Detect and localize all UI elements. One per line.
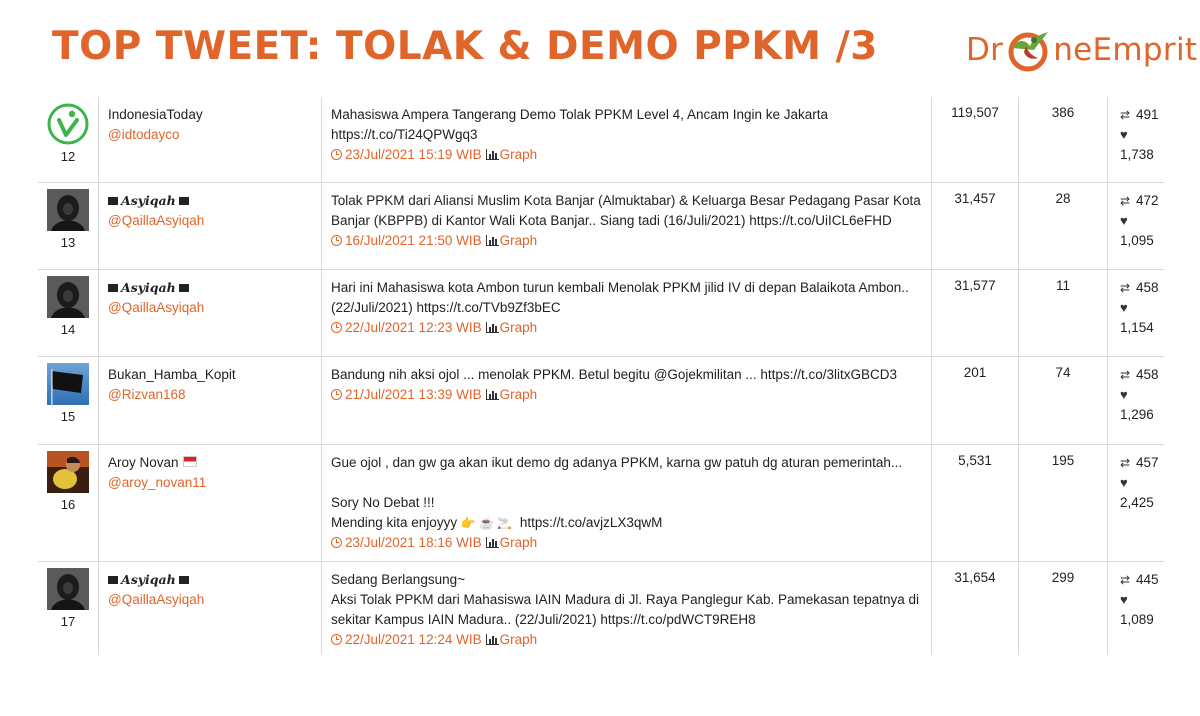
followers-count: 119,507 — [932, 97, 1019, 182]
tweet-cell — [322, 97, 932, 182]
avatar[interactable] — [47, 276, 89, 318]
table-row — [38, 182, 1164, 269]
retweet-count: 472 — [1136, 192, 1159, 208]
engagement-cell — [1108, 356, 1165, 444]
tweet-date-link[interactable]: 22/Jul/2021 12:23 WIB — [345, 319, 482, 335]
heart-icon: ♥ — [1120, 127, 1128, 142]
tweet-text-line: Sedang Berlangsung~ — [331, 571, 465, 587]
tweet-text-line: Mending kita enjoyyy — [331, 514, 458, 530]
graph-link[interactable]: Graph — [499, 386, 538, 402]
user-cell — [99, 97, 322, 182]
rank-number: 15 — [60, 408, 76, 424]
user-name: Asyiqah — [121, 571, 176, 587]
user-handle-link[interactable]: @aroy_novan11 — [108, 474, 207, 490]
tweet-text-line: Bandung nih aksi ojol ... menolak PPKM. Betul begitu @Gojekmilitan ... https://t.co/3litxGBCD3 — [331, 366, 897, 382]
black-flag-icon — [179, 576, 189, 584]
followers-count: 31,654 — [932, 561, 1019, 655]
table-row — [38, 356, 1164, 444]
tweet-date-link[interactable]: 23/Jul/2021 18:16 WIB — [345, 534, 482, 550]
top-tweet-table — [38, 97, 1164, 655]
retweet-icon: ⇄ — [1120, 280, 1131, 295]
secondary-count: 11 — [1019, 269, 1108, 356]
tweet-cell — [322, 356, 932, 444]
bar-chart-icon — [486, 537, 499, 548]
retweet-count: 458 — [1136, 279, 1159, 295]
tweet-meta — [331, 533, 923, 553]
engagement-cell — [1108, 561, 1165, 655]
graph-link[interactable]: Graph — [499, 631, 538, 647]
rank-number: 16 — [60, 496, 76, 512]
like-count: 1,154 — [1120, 319, 1154, 335]
tweet-text-line: (22/Juli/2021) https://t.co/TVb9Zf3bEC — [331, 299, 561, 315]
user-handle-link[interactable]: @QaillaAsyiqah — [108, 212, 205, 228]
user-name-wrap — [108, 570, 321, 590]
tweet-text-line: Gue ojol , dan gw ga akan ikut demo dg adanya PPKM, karna gw patuh dg aturan pemerintah... — [331, 454, 903, 470]
tweet-meta — [331, 145, 923, 165]
avatar[interactable] — [47, 568, 89, 610]
rank-number: 17 — [60, 613, 76, 629]
avatar-cell — [38, 356, 99, 444]
user-name: Asyiqah — [121, 192, 176, 208]
clock-icon — [331, 235, 342, 246]
like-count: 1,095 — [1120, 232, 1154, 248]
avatar[interactable] — [47, 451, 89, 493]
retweet-count: 445 — [1136, 571, 1159, 587]
bar-chart-icon — [486, 634, 499, 645]
emoji-group: 👉 ☕ 🚬 — [460, 515, 513, 530]
tweet-text-line: Tolak PPKM dari Aliansi Muslim Kota Banjar (Almuktabar) & Keluarga Besar Pedagang Pasar Kota — [331, 192, 921, 208]
user-cell — [99, 269, 322, 356]
retweet-count: 457 — [1136, 454, 1159, 470]
user-name-wrap — [108, 191, 321, 211]
retweet-count: 458 — [1136, 366, 1159, 382]
avatar[interactable] — [47, 103, 89, 145]
user-name: Aroy Novan — [108, 454, 179, 470]
avatar-cell — [38, 269, 99, 356]
followers-count: 31,457 — [932, 182, 1019, 269]
black-flag-icon — [108, 197, 118, 205]
tweet-meta — [331, 231, 923, 251]
user-cell — [99, 561, 322, 655]
black-flag-icon — [108, 576, 118, 584]
user-name-wrap — [108, 278, 321, 298]
bar-chart-icon — [486, 235, 499, 246]
heart-icon: ♥ — [1120, 299, 1128, 315]
drone-emprit-logo — [966, 22, 1198, 78]
followers-count: 5,531 — [932, 444, 1019, 561]
like-count: 1,738 — [1120, 147, 1154, 162]
tweet-blank-line — [331, 473, 923, 493]
tweet-cell — [322, 182, 932, 269]
user-cell — [99, 356, 322, 444]
clock-icon — [331, 634, 342, 645]
black-flag-icon — [179, 197, 189, 205]
user-name: IndonesiaToday — [108, 107, 203, 122]
user-handle-link[interactable]: @Rizvan168 — [108, 386, 186, 402]
bar-chart-icon — [486, 322, 499, 333]
user-handle-link[interactable]: @QaillaAsyiqah — [108, 591, 205, 607]
tweet-link[interactable]: https://t.co/avjzLX3qwM — [519, 514, 663, 530]
tweet-text-line: Mahasiswa Ampera Tangerang Demo Tolak PPKM Level 4, Ancam Ingin ke Jakarta — [331, 107, 829, 122]
tweet-text-line: Banjar (KBPPB) di Kantor Wali Kota Banjar.. Siang tadi (16/Juli/2021) https://t.co/UiICL6eFHD — [331, 212, 892, 228]
retweet-icon: ⇄ — [1120, 572, 1131, 587]
page-title: TOP TWEET: TOLAK & DEMO PPKM /3 — [52, 24, 878, 69]
tweet-meta — [331, 630, 923, 650]
user-name: Asyiqah — [121, 279, 176, 295]
engagement-cell — [1108, 444, 1165, 561]
avatar-cell — [38, 561, 99, 655]
engagement-cell — [1108, 97, 1165, 182]
bar-chart-icon — [486, 149, 499, 160]
avatar-cell — [38, 97, 99, 182]
logo-text-right: neEmprit — [1053, 32, 1198, 68]
graph-link[interactable]: Graph — [499, 534, 538, 550]
indonesia-flag-icon — [183, 456, 197, 467]
user-cell — [99, 444, 322, 561]
table-row — [38, 444, 1164, 561]
heart-icon: ♥ — [1120, 386, 1128, 402]
retweet-count: 491 — [1136, 107, 1159, 122]
clock-icon — [331, 322, 342, 333]
avatar-cell — [38, 444, 99, 561]
avatar[interactable] — [47, 363, 89, 405]
secondary-count: 74 — [1019, 356, 1108, 444]
avatar[interactable] — [47, 189, 89, 231]
heart-icon: ♥ — [1120, 474, 1128, 490]
table-row — [38, 561, 1164, 655]
like-count: 1,089 — [1120, 611, 1154, 627]
avatar-cell — [38, 182, 99, 269]
tweet-cell — [322, 561, 932, 655]
user-name-wrap — [108, 453, 321, 473]
black-flag-icon — [179, 284, 189, 292]
logo-text-left: Dr — [966, 32, 1004, 68]
tweet-date-link[interactable]: 23/Jul/2021 15:19 WIB — [345, 147, 482, 162]
tweet-meta — [331, 318, 923, 338]
secondary-count: 195 — [1019, 444, 1108, 561]
drone-icon — [1004, 22, 1052, 78]
tweet-text-line-wrap — [331, 513, 923, 533]
secondary-count: 299 — [1019, 561, 1108, 655]
engagement-cell — [1108, 182, 1165, 269]
tweet-date-link[interactable]: 21/Jul/2021 13:39 WIB — [345, 386, 482, 402]
table-row — [38, 97, 1164, 182]
tweet-meta — [331, 385, 923, 405]
rank-number: 13 — [60, 234, 76, 250]
tweet-cell — [322, 444, 932, 561]
bar-chart-icon — [486, 389, 499, 400]
heart-icon: ♥ — [1120, 591, 1128, 607]
retweet-icon: ⇄ — [1120, 193, 1131, 208]
like-count: 2,425 — [1120, 494, 1154, 510]
retweet-icon: ⇄ — [1120, 455, 1131, 470]
clock-icon — [331, 149, 342, 160]
tweet-cell — [322, 269, 932, 356]
graph-link[interactable]: Graph — [499, 319, 538, 335]
clock-icon — [331, 389, 342, 400]
tweet-text-line: Hari ini Mahasiswa kota Ambon turun kembali Menolak PPKM jilid IV di depan Balaikota Ambon.. — [331, 279, 909, 295]
user-handle-link[interactable]: @QaillaAsyiqah — [108, 299, 205, 315]
user-cell — [99, 182, 322, 269]
secondary-count: 28 — [1019, 182, 1108, 269]
retweet-icon: ⇄ — [1120, 367, 1131, 382]
clock-icon — [331, 537, 342, 548]
user-handle-link[interactable]: @idtodayco — [108, 127, 180, 142]
tweet-text-line: Aksi Tolak PPKM dari Mahasiswa IAIN Madura di Jl. Raya Panglegur Kab. Pamekasan tepatnya di — [331, 591, 920, 607]
user-name: Bukan_Hamba_Kopit — [108, 366, 236, 382]
retweet-icon: ⇄ — [1120, 108, 1131, 122]
table-row — [38, 269, 1164, 356]
tweet-date-link[interactable]: 16/Jul/2021 21:50 WIB — [345, 232, 482, 248]
heart-icon: ♥ — [1120, 212, 1128, 228]
tweet-date-link[interactable]: 22/Jul/2021 12:24 WIB — [345, 631, 482, 647]
secondary-count: 386 — [1019, 97, 1108, 182]
rank-number: 14 — [60, 321, 76, 337]
tweet-link[interactable]: https://t.co/Ti24QPWgq3 — [331, 127, 478, 142]
like-count: 1,296 — [1120, 406, 1154, 422]
followers-count: 201 — [932, 356, 1019, 444]
tweet-text-line: Sory No Debat !!! — [331, 494, 435, 510]
black-flag-icon — [108, 284, 118, 292]
graph-link[interactable]: Graph — [499, 232, 538, 248]
engagement-cell — [1108, 269, 1165, 356]
graph-link[interactable]: Graph — [499, 147, 538, 162]
followers-count: 31,577 — [932, 269, 1019, 356]
rank-number: 12 — [60, 149, 76, 164]
tweet-text-line: sekitar Kampus IAIN Madura.. (22/Juli/2021) https://t.co/pdWCT9REH8 — [331, 611, 756, 627]
